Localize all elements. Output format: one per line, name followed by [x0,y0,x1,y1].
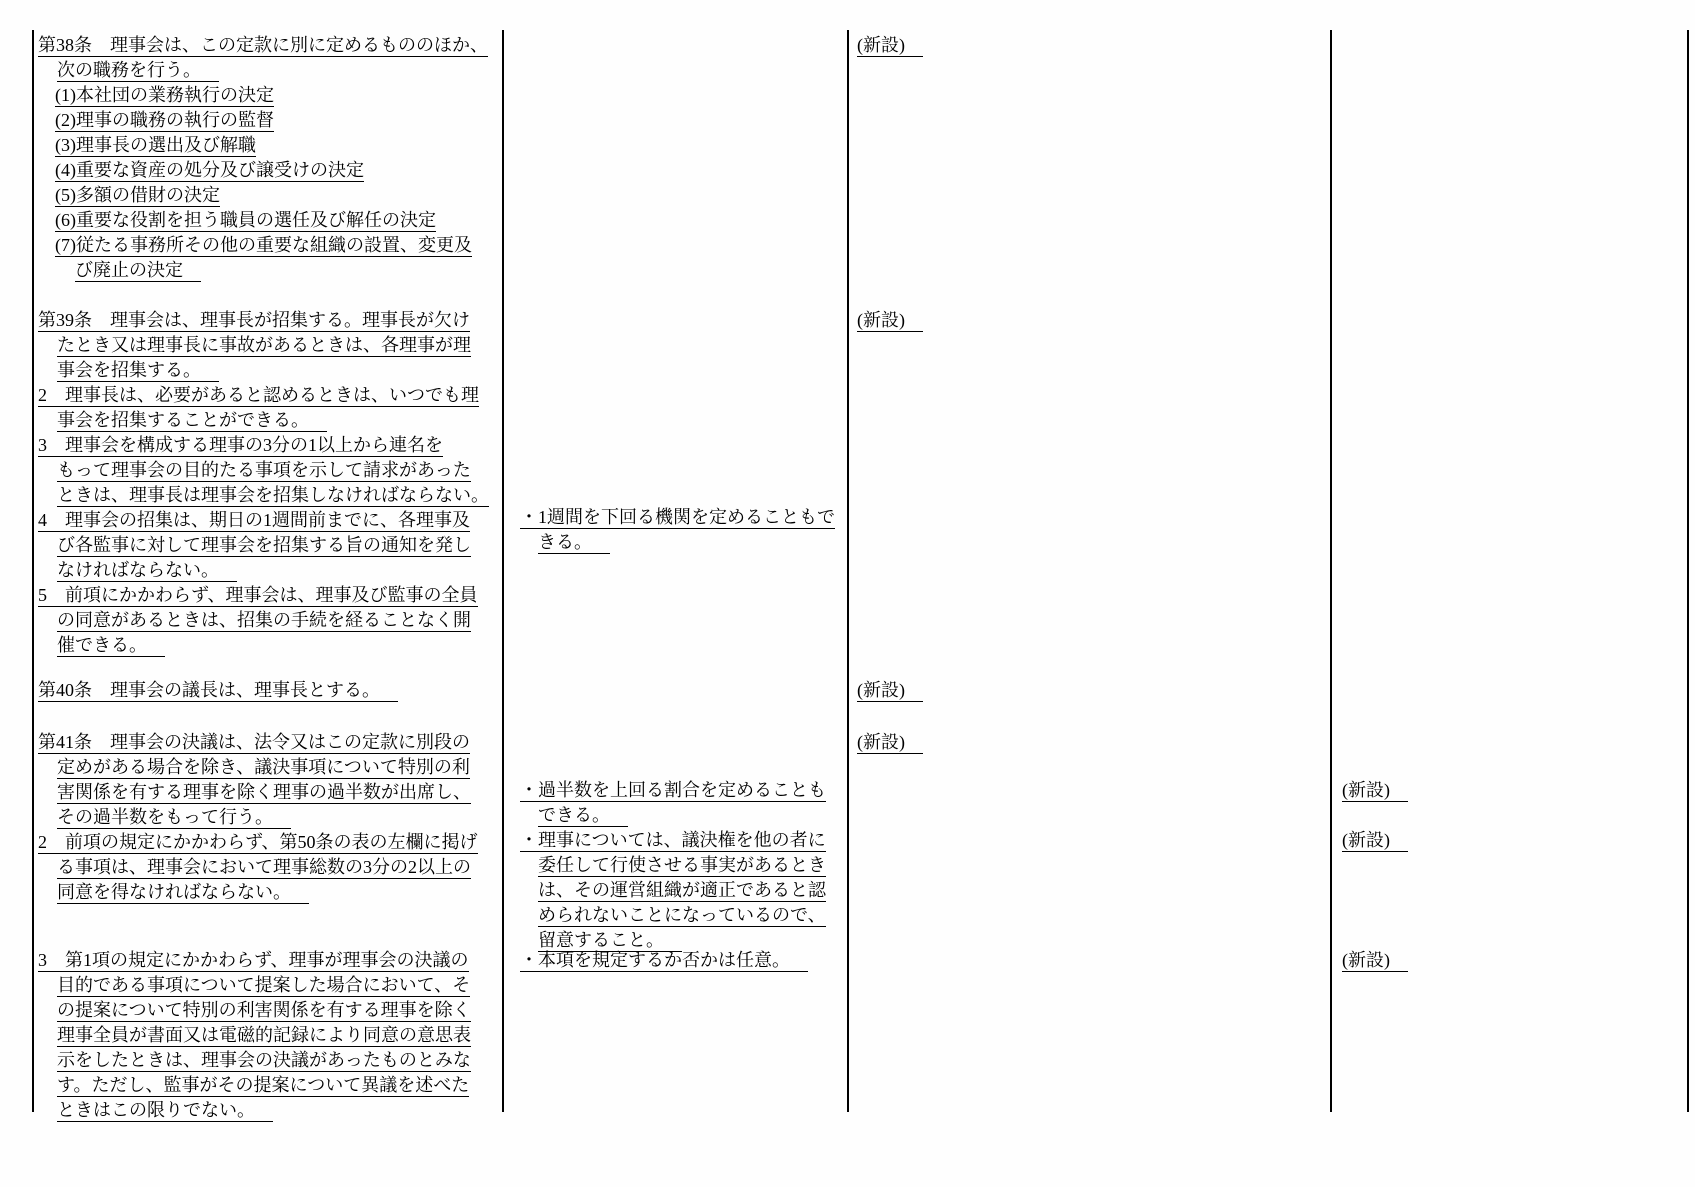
note-quorum-ratio-line-2: できる。 [538,805,628,827]
article-41-line-14: ときはこの限りでない。 [57,1100,273,1122]
note-quorum-ratio-line-1: ・過半数を上回る割合を定めることも [520,780,826,800]
article-38-line-8: (6)重要な役割を担う職員の選任及び解任の決定 [55,210,436,230]
article-40-line-1: 第40条 理事会の議長は、理事長とする。 [38,680,398,702]
note-voting-delegation-line-5: 留意すること。 [538,930,682,952]
article-41-line-13: す。ただし、監事がその提案について異議を述べた [57,1075,470,1095]
article-39-line-8: ときは、理事長は理事会を招集しなければならない。 [57,485,489,505]
article-38-line-7: (5)多額の借財の決定 [55,185,220,205]
article-41-line-5: 2 前項の規定にかかわらず、第50条の表の左欄に掲げ [38,832,478,852]
article-39-line-13: の同意があるときは、招集の手続を経ることなく開 [57,610,471,630]
article-39-line-5: 事会を招集することができる。 [57,410,327,432]
article-38-line-2: 次の職務を行う。 [57,60,219,82]
note-voting-delegation-line-1: ・理事については、議決権を他の者に [520,830,826,850]
new-marker-note-quorum-line-1: (新設) [1342,780,1408,802]
article-39-line-14: 催できる。 [57,635,165,657]
new-marker-note-delegation-line-1: (新設) [1342,830,1408,852]
new-marker-article-40-line-1: (新設) [857,680,923,702]
article-41-line-3: 害関係を有する理事を除く理事の過半数が出席し、 [57,782,471,802]
article-39-line-11: なければならない。 [57,560,237,582]
article-39-line-12: 5 前項にかかわらず、理事会は、理事及び監事の全員 [38,585,478,605]
table-border-right [1687,30,1689,1112]
column-divider-3 [1330,30,1332,1112]
article-38-line-3: (1)本社団の業務執行の決定 [55,85,274,105]
new-marker-note-optional-line-1: (新設) [1342,950,1408,972]
table-border-left [32,30,34,1112]
article-41-line-2: 定めがある場合を除き、議決事項について特別の利 [57,757,470,777]
article-38-line-5: (3)理事長の選出及び解職 [55,135,256,155]
note-convocation-period-line-2: きる。 [538,532,610,554]
article-41-line-11: 理事全員が書面又は電磁的記録により同意の意思表 [57,1025,471,1045]
article-39-line-6: 3 理事会を構成する理事の3分の1以上から連名を [38,435,443,455]
new-marker-article-38-line-1: (新設) [857,35,923,57]
note-convocation-period-line-1: ・1週間を下回る機関を定めることもで [520,507,835,527]
note-voting-delegation-line-2: 委任して行使させる事実があるとき [538,855,826,875]
new-marker-article-39-line-1: (新設) [857,310,923,332]
note-voting-delegation-line-3: は、その運営組織が適正であると認 [538,880,826,900]
article-39-line-1: 第39条 理事会は、理事長が招集する。理事長が欠け [38,310,470,330]
article-41-line-1: 第41条 理事会の決議は、法令又はこの定款に別段の [38,732,470,752]
note-voting-delegation-line-4: められないことになっているので、 [538,905,826,925]
article-41-line-12: 示をしたときは、理事会の決議があったものとみな [57,1050,471,1070]
column-divider-1 [502,30,504,1112]
article-38-line-10: び廃止の決定 [75,260,201,282]
new-marker-article-41-line-1: (新設) [857,732,923,754]
article-41-line-7: 同意を得なければならない。 [57,882,309,904]
article-41-line-6: る事項は、理事会において理事総数の3分の2以上の [57,857,471,877]
article-41-line-10: の提案について特別の利害関係を有する理事を除く [57,1000,471,1020]
article-38-line-1: 第38条 理事会は、この定款に別に定めるもののほか、 [38,35,488,55]
article-41-line-9: 目的である事項について提案した場合において、そ [57,975,471,995]
article-39-line-9: 4 理事会の招集は、期日の1週間前までに、各理事及 [38,510,470,530]
article-38-line-6: (4)重要な資産の処分及び譲受けの決定 [55,160,364,180]
article-39-line-10: び各監事に対して理事会を招集する旨の通知を発し [57,535,471,555]
article-39-line-3: 事会を招集する。 [57,360,219,382]
article-39-line-4: 2 理事長は、必要があると認めるときは、いつでも理 [38,385,479,405]
article-41-line-4: その過半数をもって行う。 [57,807,291,829]
column-divider-2 [847,30,849,1112]
note-optional-provision-line-1: ・本項を規定するか否かは任意。 [520,950,808,972]
article-41-line-8: 3 第1項の規定にかかわらず、理事が理事会の決議の [38,950,469,970]
article-39-line-7: もって理事会の目的たる事項を示して請求があった [57,460,471,480]
article-38-line-4: (2)理事の職務の執行の監督 [55,110,274,130]
article-39-line-2: たとき又は理事長に事故があるときは、各理事が理 [57,335,471,355]
article-38-line-9: (7)従たる事務所その他の重要な組織の設置、変更及 [55,235,472,255]
